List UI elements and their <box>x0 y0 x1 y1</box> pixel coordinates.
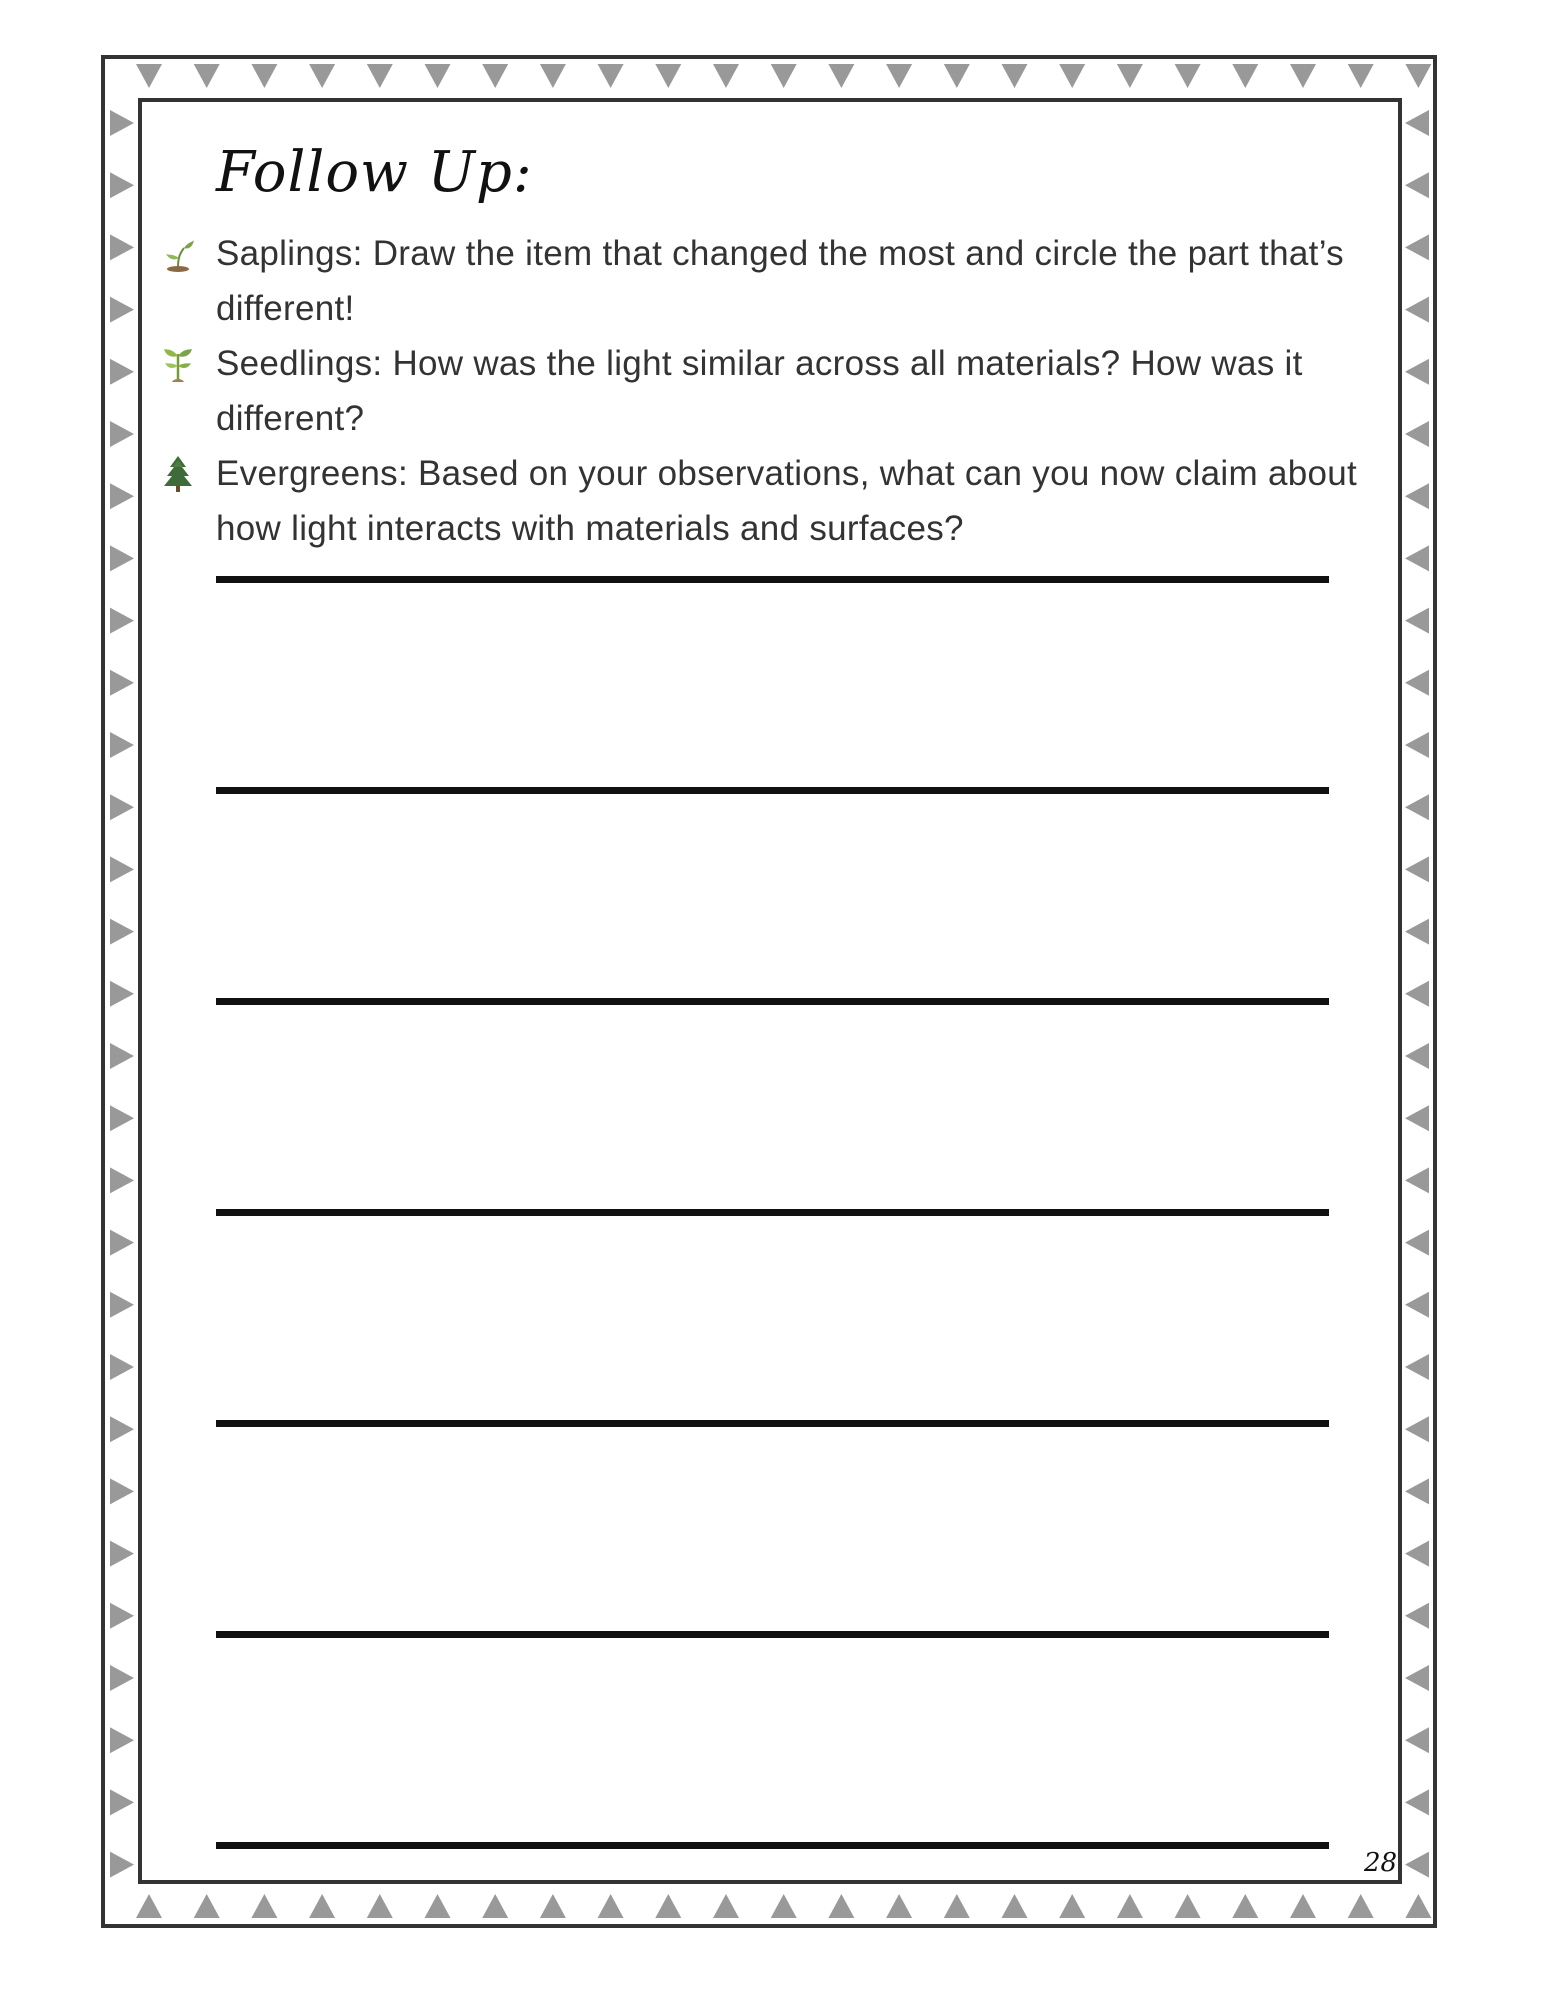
border-triangle <box>1405 421 1429 447</box>
border-triangle <box>1405 1541 1429 1567</box>
border-triangle <box>1405 172 1429 198</box>
border-triangle <box>110 1354 134 1380</box>
border-triangle <box>944 64 970 88</box>
border-triangle <box>110 1541 134 1567</box>
border-triangle <box>110 1852 134 1878</box>
border-triangle <box>367 64 393 88</box>
border-triangle <box>1290 1894 1316 1918</box>
border-triangle <box>1405 981 1429 1007</box>
border-triangle <box>1405 919 1429 945</box>
border-triangle <box>1059 64 1085 88</box>
border-triangle <box>713 64 739 88</box>
border-triangle <box>1405 794 1429 820</box>
border-triangle <box>944 1894 970 1918</box>
border-triangle <box>1405 1727 1429 1753</box>
border-triangle <box>1405 359 1429 385</box>
border-triangle <box>1175 64 1201 88</box>
evergreen-tree-icon <box>160 454 196 494</box>
border-triangle <box>194 1894 220 1918</box>
border-triangle <box>482 1894 508 1918</box>
border-triangle <box>598 64 624 88</box>
seedling-plant-icon <box>160 344 196 384</box>
right-triangle-column <box>1405 110 1429 1878</box>
border-triangle <box>110 172 134 198</box>
page-title: Follow Up: <box>216 140 533 205</box>
answer-line[interactable] <box>216 1842 1329 1849</box>
border-triangle <box>367 1894 393 1918</box>
answer-line[interactable] <box>216 1209 1329 1216</box>
border-triangle <box>713 1894 739 1918</box>
border-triangle <box>886 1894 912 1918</box>
page-number: 28 <box>1364 1848 1398 1878</box>
border-triangle <box>1232 1894 1258 1918</box>
border-triangle <box>110 234 134 260</box>
border-triangle <box>251 64 277 88</box>
border-triangle <box>1405 1894 1431 1918</box>
border-triangle <box>1290 64 1316 88</box>
border-triangle <box>1405 1354 1429 1380</box>
border-triangle <box>1175 1894 1201 1918</box>
border-triangle <box>1348 64 1374 88</box>
border-triangle <box>1405 1043 1429 1069</box>
border-triangle <box>110 1665 134 1691</box>
border-triangle <box>110 1478 134 1504</box>
border-triangle <box>110 483 134 509</box>
border-triangle <box>1405 1852 1429 1878</box>
prompt-evergreen-text: Evergreens: Based on your observations, what can you now claim about how light interacts with materials and surfaces? <box>216 454 1358 548</box>
border-triangle <box>1405 483 1429 509</box>
border-triangle <box>110 1105 134 1131</box>
border-triangle <box>425 64 451 88</box>
border-triangle <box>309 1894 335 1918</box>
border-triangle <box>1405 670 1429 696</box>
border-triangle <box>1405 732 1429 758</box>
border-triangle <box>1405 1167 1429 1193</box>
prompt-sapling <box>160 226 1390 336</box>
border-triangle <box>110 110 134 136</box>
border-triangle <box>655 64 681 88</box>
border-triangle <box>886 64 912 88</box>
prompt-seedling-text: Seedlings: How was the light similar across all materials? How was it different? <box>216 344 1303 438</box>
border-triangle <box>110 856 134 882</box>
answer-line[interactable] <box>216 1420 1329 1427</box>
border-triangle <box>1232 64 1258 88</box>
border-triangle <box>425 1894 451 1918</box>
sprout-icon <box>160 234 196 274</box>
border-triangle <box>110 1230 134 1256</box>
left-triangle-column <box>110 110 134 1878</box>
border-triangle <box>1405 856 1429 882</box>
border-triangle <box>110 297 134 323</box>
answer-line[interactable] <box>216 998 1329 1005</box>
border-triangle <box>655 1894 681 1918</box>
border-triangle <box>482 64 508 88</box>
border-triangle <box>540 64 566 88</box>
border-triangle <box>771 1894 797 1918</box>
border-triangle <box>1405 110 1429 136</box>
prompt-evergreen <box>160 446 1390 556</box>
border-triangle <box>110 1789 134 1815</box>
border-triangle <box>110 1167 134 1193</box>
border-triangle <box>1405 64 1431 88</box>
border-triangle <box>828 1894 854 1918</box>
border-triangle <box>251 1894 277 1918</box>
prompt-sapling-text: Saplings: Draw the item that changed the most and circle the part that’s different! <box>216 234 1344 328</box>
border-triangle <box>110 1292 134 1318</box>
border-triangle <box>1405 1789 1429 1815</box>
border-triangle <box>309 64 335 88</box>
border-triangle <box>1405 1416 1429 1442</box>
border-triangle <box>110 608 134 634</box>
border-triangle <box>110 981 134 1007</box>
border-triangle <box>136 1894 162 1918</box>
prompt-seedling <box>160 336 1390 446</box>
border-triangle <box>1348 1894 1374 1918</box>
answer-line[interactable] <box>216 1631 1329 1638</box>
border-triangle <box>1117 64 1143 88</box>
border-triangle <box>598 1894 624 1918</box>
border-triangle <box>110 1416 134 1442</box>
border-triangle <box>1059 1894 1085 1918</box>
border-triangle <box>1405 608 1429 634</box>
border-triangle <box>1405 1665 1429 1691</box>
border-triangle <box>110 421 134 447</box>
border-triangle <box>771 64 797 88</box>
border-triangle <box>828 64 854 88</box>
border-triangle <box>1405 234 1429 260</box>
border-triangle <box>110 1727 134 1753</box>
answer-line[interactable] <box>216 576 1329 583</box>
border-triangle <box>110 670 134 696</box>
border-triangle <box>1405 297 1429 323</box>
border-triangle <box>1002 64 1028 88</box>
border-triangle <box>1405 1105 1429 1131</box>
border-triangle <box>110 1043 134 1069</box>
border-triangle <box>1002 1894 1028 1918</box>
prompt-list <box>160 226 1390 556</box>
border-triangle <box>540 1894 566 1918</box>
border-triangle <box>110 359 134 385</box>
border-triangle <box>110 794 134 820</box>
border-triangle <box>1405 1292 1429 1318</box>
border-triangle <box>110 732 134 758</box>
border-triangle <box>1405 1603 1429 1629</box>
border-triangle <box>1405 545 1429 571</box>
bottom-triangle-row <box>136 1894 1431 1918</box>
border-triangle <box>110 545 134 571</box>
border-triangle <box>1405 1478 1429 1504</box>
answer-line[interactable] <box>216 787 1329 794</box>
border-triangle <box>1405 1230 1429 1256</box>
border-triangle <box>194 64 220 88</box>
border-triangle <box>110 919 134 945</box>
top-triangle-row <box>136 64 1431 88</box>
border-triangle <box>110 1603 134 1629</box>
border-triangle <box>136 64 162 88</box>
border-triangle <box>1117 1894 1143 1918</box>
